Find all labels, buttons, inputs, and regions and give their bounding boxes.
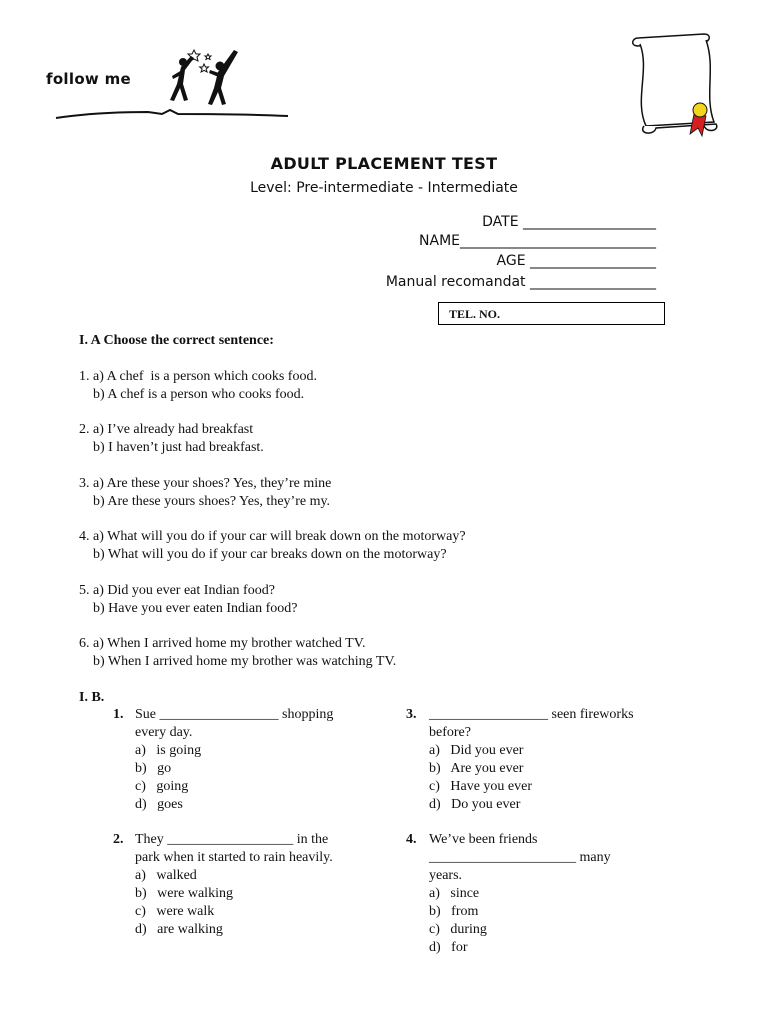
b-question-4-text-2: _____________________ many: [429, 850, 611, 865]
b-q4-option-d[interactable]: d) for: [429, 940, 468, 955]
section-a-heading: I. A Choose the correct sentence:: [79, 333, 274, 348]
q2-option-a[interactable]: 2. a) I’ve already had breakfast: [79, 422, 254, 437]
b-q3-option-b[interactable]: b) Are you ever: [429, 761, 524, 776]
q5-option-b[interactable]: b) Have you ever eaten Indian food?: [79, 601, 298, 616]
b-question-4-text: We’ve been friends: [429, 832, 538, 847]
b-q3-option-c[interactable]: c) Have you ever: [429, 779, 533, 794]
q1-option-a[interactable]: 1. a) A chef is a person which cooks food.: [79, 369, 317, 384]
section-b-heading: I. B.: [79, 690, 105, 705]
b-question-3-number: 3.: [406, 707, 417, 722]
b-q2-option-a[interactable]: a) walked: [135, 868, 197, 883]
name-field[interactable]: NAME____________________________: [419, 233, 656, 249]
tel-box[interactable]: TEL. NO.: [438, 302, 665, 325]
b-question-1-number: 1.: [113, 707, 124, 722]
q3-option-a[interactable]: 3. a) Are these your shoes? Yes, they’re mine: [79, 476, 332, 491]
b-q4-option-a[interactable]: a) since: [429, 886, 480, 901]
b-q3-option-d[interactable]: d) Do you ever: [429, 797, 521, 812]
b-q1-option-b[interactable]: b) go: [135, 761, 172, 776]
level-subtitle: Level: Pre-intermediate - Intermediate: [250, 180, 518, 196]
age-field[interactable]: AGE __________________: [496, 253, 656, 269]
b-q2-option-c[interactable]: c) were walk: [135, 904, 215, 919]
b-question-1-text-2: every day.: [135, 725, 193, 740]
q4-option-a[interactable]: 4. a) What will you do if your car will break down on the motorway?: [79, 529, 466, 544]
q5-option-a[interactable]: 5. a) Did you ever eat Indian food?: [79, 583, 275, 598]
b-question-2-text-2: park when it started to rain heavily.: [135, 850, 333, 865]
b-q1-option-a[interactable]: a) is going: [135, 743, 202, 758]
b-q4-option-c[interactable]: c) during: [429, 922, 487, 937]
b-question-4-text-3: years.: [429, 868, 463, 883]
q2-option-b[interactable]: b) I haven’t just had breakfast.: [79, 440, 264, 455]
b-question-1-text: Sue _________________ shopping: [135, 707, 334, 722]
b-question-3-text-2: before?: [429, 725, 471, 740]
b-q2-option-d[interactable]: d) are walking: [135, 922, 223, 937]
page-title: ADULT PLACEMENT TEST: [270, 154, 498, 173]
q6-option-a[interactable]: 6. a) When I arrived home my brother watched TV.: [79, 636, 366, 651]
b-q4-option-b[interactable]: b) from: [429, 904, 479, 919]
b-question-3-text: _________________ seen fireworks: [429, 707, 634, 722]
q6-option-b[interactable]: b) When I arrived home my brother was watching TV.: [79, 654, 397, 669]
b-question-2-text: They __________________ in the: [135, 832, 329, 847]
b-q1-option-c[interactable]: c) going: [135, 779, 189, 794]
logo-text: follow me: [46, 70, 132, 88]
b-q1-option-d[interactable]: d) goes: [135, 797, 183, 812]
b-q3-option-a[interactable]: a) Did you ever: [429, 743, 524, 758]
q3-option-b[interactable]: b) Are these yours shoes? Yes, they’re my.: [79, 494, 331, 509]
q4-option-b[interactable]: b) What will you do if your car breaks down on the motorway?: [79, 547, 447, 562]
diploma-scroll-icon: [624, 30, 724, 140]
date-field[interactable]: DATE ___________________: [482, 214, 656, 230]
manual-field[interactable]: Manual recomandat __________________: [385, 274, 656, 290]
q1-option-b[interactable]: b) A chef is a person who cooks food.: [79, 387, 305, 402]
b-question-4-number: 4.: [406, 832, 417, 847]
b-q2-option-b[interactable]: b) were walking: [135, 886, 233, 901]
b-question-2-number: 2.: [113, 832, 124, 847]
